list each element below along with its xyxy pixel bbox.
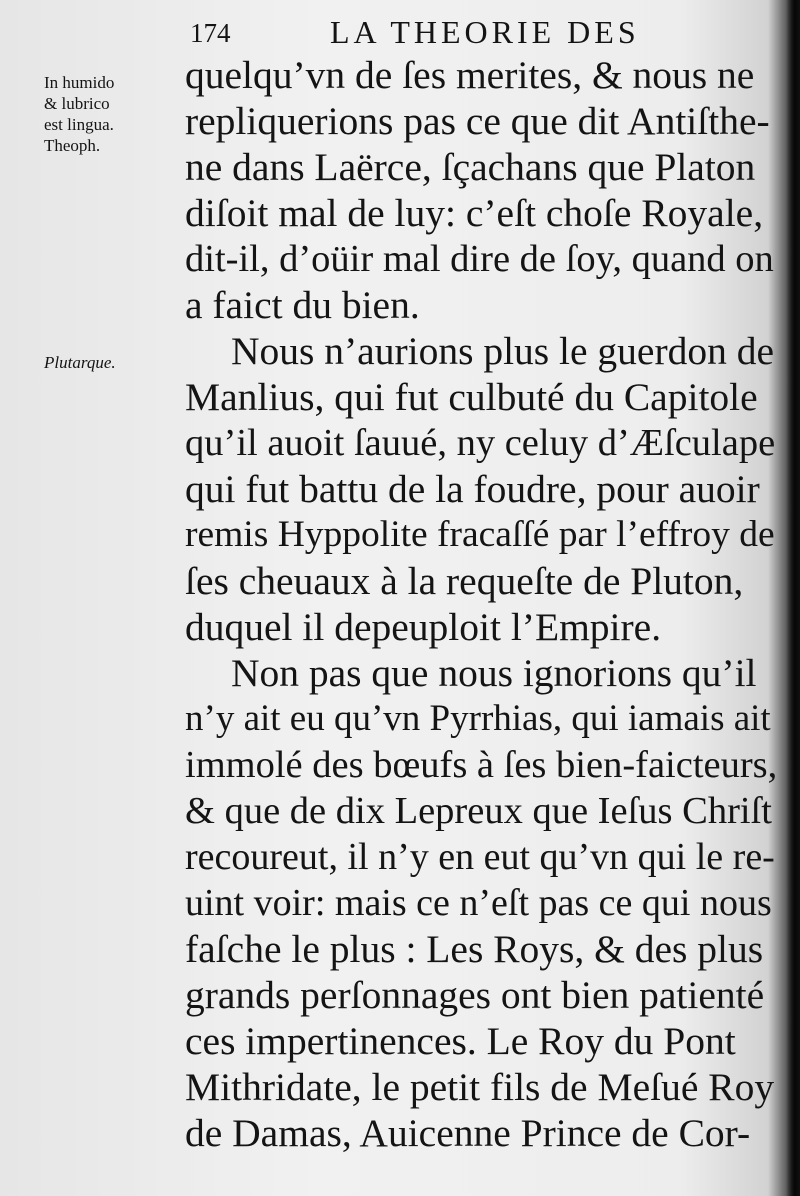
text-line: qui fut battu de la foudre, pour auoir xyxy=(185,467,760,511)
text-line: faſche le plus : Les Roys, & des plus xyxy=(185,927,764,971)
margin-note-plutarque xyxy=(44,352,116,373)
text-line: ces impertinences. Le Roy du Pont xyxy=(185,1019,736,1063)
text-line: quelqu’vn de ſes merites, & nous ne xyxy=(185,53,755,97)
text-line: grands perſonnages ont bien patienté xyxy=(185,973,765,1017)
text-line: duquel il depeuploit l’Empire. xyxy=(185,605,662,649)
text-line: & que de dix Lepreux que Ieſus Chriſt xyxy=(185,790,772,832)
text-line: Nous n’aurions plus le guerdon de xyxy=(231,329,775,373)
margin-note-line: Theoph. xyxy=(44,136,101,155)
page-number: 174 xyxy=(190,18,231,48)
text-line: recoureut, il n’y en eut qu’vn qui le re- xyxy=(185,836,775,878)
text-line: n’y ait eu qu’vn Pyrrhias, qui iamais ait xyxy=(185,698,771,739)
page-gutter-shadow xyxy=(786,0,800,1196)
text-line: a faict du bien. xyxy=(185,283,420,327)
text-line: ne dans Laërce, ſçachans que Platon xyxy=(185,145,756,189)
text-line: immolé des bœufs à ſes bien-faicteurs, xyxy=(185,744,778,786)
text-line: diſoit mal de luy: c’eſt choſe Royale, xyxy=(185,191,764,235)
text-line: Non pas que nous ignorions qu’il xyxy=(231,651,757,695)
text-line: Mithridate, le petit fils de Meſué Roy xyxy=(185,1065,775,1109)
margin-note-theophrastus xyxy=(44,72,114,156)
text-line: Manlius, qui fut culbuté du Capitole xyxy=(185,375,758,419)
text-line: dit-il, d’oüir mal dire de ſoy, quand on xyxy=(185,238,774,280)
page-header xyxy=(0,14,800,54)
text-line: qu’il auoit ſauué, ny celuy d’Æſculape xyxy=(185,422,776,464)
text-line: uint voir: mais ce n’eſt pas ce qui nous xyxy=(185,882,772,924)
margin-note-line: est lingua. xyxy=(44,115,114,134)
margin-note-line: & lubrico xyxy=(44,94,110,113)
text-line: remis Hyppolite fracaſſé par l’effroy de xyxy=(185,514,775,555)
running-head: LA THEORIE DES xyxy=(330,14,640,50)
margin-note-line: In humido xyxy=(44,73,115,92)
margin-note-line: Plutarque. xyxy=(44,353,116,372)
text-line: ſes cheuaux à la requeſte de Pluton, xyxy=(185,559,744,603)
text-line: de Damas, Auicenne Prince de Cor- xyxy=(185,1111,751,1155)
text-line: repliquerions pas ce que dit Antiſthe- xyxy=(185,99,770,143)
